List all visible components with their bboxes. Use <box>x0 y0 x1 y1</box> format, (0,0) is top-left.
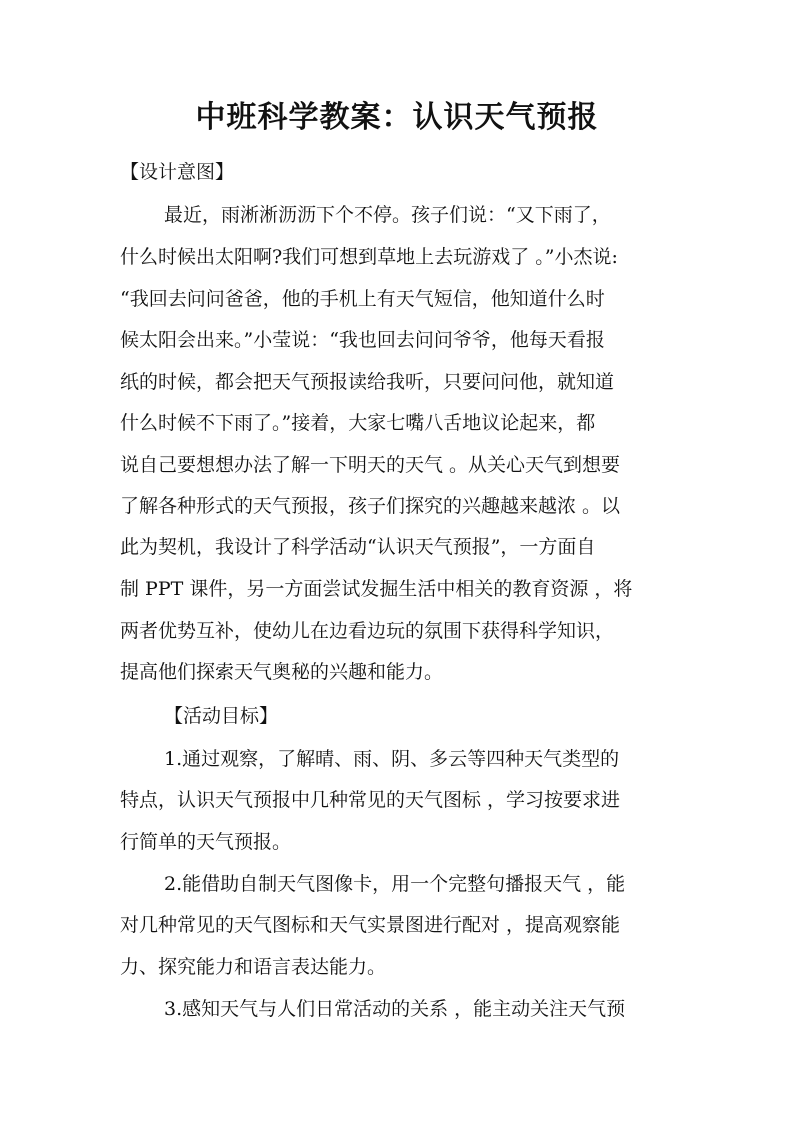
paragraph-line: “我回去问问爸爸，他的手机上有天气短信，他知道什么时 <box>120 288 605 310</box>
goal-line: 行简单的天气预报。 <box>120 831 292 853</box>
goal-line: 1.通过观察，了解晴、雨、阴、多云等四种天气类型的 <box>164 748 620 770</box>
paragraph-line: 纸的时候，都会把天气预报读给我听，只要问问他，就知道 <box>120 371 615 393</box>
paragraph-line: 候太阳会出来。”小莹说：“我也回去问问爷爷，他每天看报 <box>120 329 605 351</box>
page-title: 中班科学教案：认识天气预报 <box>195 100 599 135</box>
paragraph-line: 什么时候不下雨了。”接着，大家七嘴八舌地议论起来，都 <box>120 412 596 434</box>
paragraph-line: 两者优势互补，使幼儿在边看边玩的氛围下获得科学知识， <box>120 620 615 642</box>
section-heading-design-intent: 【设计意图】 <box>120 161 235 183</box>
paragraph-line: 最近，雨淅淅沥沥下个不停。孩子们说：“又下雨了， <box>164 204 611 226</box>
paragraph-line: 什么时候出太阳啊?我们可想到草地上去玩游戏了 。”小杰说: <box>120 246 618 268</box>
goal-line: 2.能借助自制天气图像卡，用一个完整句播报天气 ，能 <box>164 873 626 895</box>
paragraph-line: 提高他们探索天气奥秘的兴趣和能力。 <box>120 661 444 683</box>
paragraph-line: 了解各种形式的天气预报，孩子们探究的兴趣越来越浓 。以 <box>120 495 621 517</box>
paragraph-line: 制 PPT 课件，另一方面尝试发掘生活中相关的教育资源 ，将 <box>120 578 633 600</box>
goal-line: 力、探究能力和语言表达能力。 <box>120 956 387 978</box>
paragraph-line: 说自己要想想办法了解一下明天的天气 。从关心天气到想要 <box>120 454 621 476</box>
goal-line: 3.感知天气与人们日常活动的关系 ，能主动关注天气预 <box>164 998 626 1020</box>
paragraph-line: 此为契机，我设计了科学活动“认识天气预报”，一方面自 <box>120 536 596 558</box>
section-heading-activity-goals: 【活动目标】 <box>164 705 279 727</box>
goal-line: 对几种常见的天气图标和天气实景图进行配对 ，提高观察能 <box>120 914 621 936</box>
goal-line: 特点，认识天气预报中几种常见的天气图标 ，学习按要求进 <box>120 789 621 811</box>
